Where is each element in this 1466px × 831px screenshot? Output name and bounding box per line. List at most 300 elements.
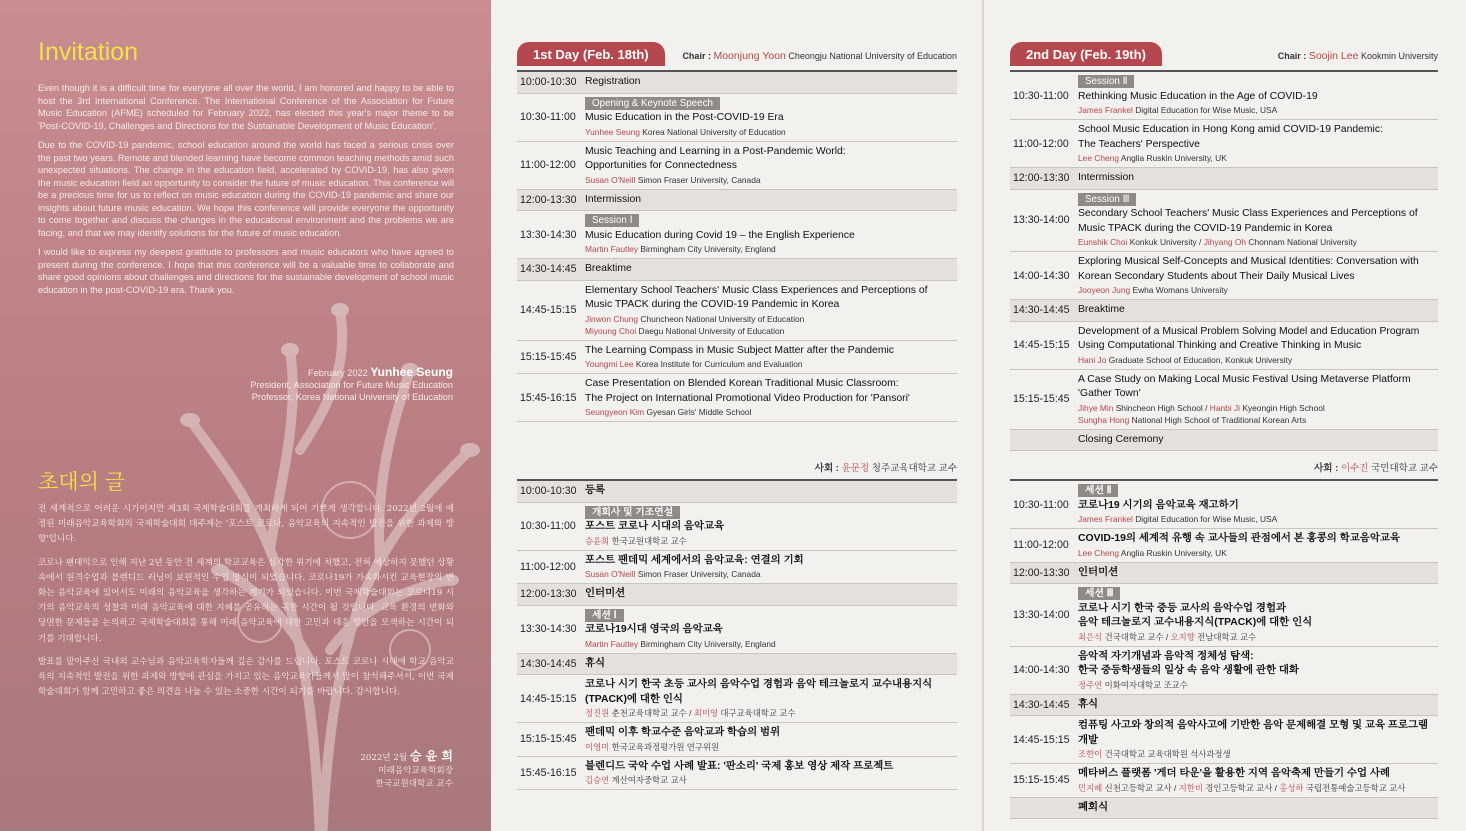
session-title: Intermission <box>1078 172 1135 183</box>
presenter-line <box>1078 236 1438 248</box>
schedule-row <box>517 757 957 791</box>
schedule-row <box>517 94 957 142</box>
schedule-row <box>1010 430 1438 452</box>
presenter-affiliation: Digital Education for Wise Music, USA <box>1135 514 1278 524</box>
row-content <box>585 760 957 787</box>
invitation-title: Invitation <box>38 38 139 66</box>
session-title: Music TPACK during the COVID-19 Pandemic in Korea <box>585 299 840 310</box>
presenter-line <box>1078 631 1438 643</box>
invitation-ko-paragraph: 발표를 맡아주신 국내외 교수님과 음악교육학자들께 깊은 감사를 드립니다. 포스트 코로나 시대에 학교 음악교육의 지속적인 발전을 위한 과제와 방향에 관심을 가지고 있는 음악교육가들께서 많이 참석해주셔서, 이번 국제학술대회가 함께 고민하고 좋은 의견을 나눌 수 있는 소중한 시간이 되기를 바랍니다. 감사합니다. <box>38 656 454 698</box>
row-content <box>1078 171 1438 186</box>
row-time: 15:45-16:15 <box>520 766 577 779</box>
presenter-line <box>585 774 957 786</box>
schedule-row <box>517 481 957 503</box>
schedule-row <box>1010 481 1438 529</box>
presenter-affiliation: 한국교육과정평가원 연구위원 <box>611 741 720 752</box>
chair-line-ko <box>517 460 957 474</box>
session-title: Music Education in the Post-COVID-19 Era <box>585 112 784 123</box>
schedule-row <box>517 584 957 606</box>
session-title: 코로나 시기 한국 초등 교사의 음악수업 경험과 음악 테크놀로지 교수내용지식 <box>585 679 933 690</box>
session-title: Registration <box>585 76 641 87</box>
row-content <box>1078 373 1438 426</box>
presenter-line <box>585 243 957 255</box>
row-time: 14:30-14:45 <box>520 263 577 276</box>
presenter-name: Susan O'Neill <box>585 174 636 185</box>
row-content <box>585 284 957 337</box>
presenter-affiliation: 건국대학교 교육대학원 석사과정생 <box>1104 749 1231 759</box>
presenter-name: 최미영 <box>693 708 719 718</box>
presenter-affiliation: Birmingham City University, England <box>640 638 776 649</box>
presenter-affiliation: National High School of Traditional Korean Arts <box>1131 414 1307 425</box>
schedule-row <box>517 211 957 259</box>
presenter-line <box>1078 414 1438 426</box>
presenter-name: Jooyeon Jung <box>1078 285 1131 295</box>
schedule-row <box>1010 370 1438 430</box>
row-time: 13:30-14:00 <box>1013 608 1070 621</box>
row-time: 15:15-15:45 <box>1013 774 1070 787</box>
presenter-name: 최은식 <box>1078 631 1103 642</box>
row-time: 14:45-15:15 <box>520 304 577 316</box>
row-content <box>1078 532 1438 559</box>
session-tag: 개회사 및 기조연설 <box>585 506 680 519</box>
session-tag: 세션 Ⅱ <box>1078 484 1118 497</box>
presenter-name: 오지향 <box>1170 631 1195 642</box>
session-title: The Project on International Promotional Video Production for 'Pansori' <box>585 392 910 404</box>
presenter-name: 조한이 <box>1078 749 1103 759</box>
day2-schedule-en <box>1010 42 1438 451</box>
row-content <box>1078 193 1438 249</box>
row-time: 14:30-14:45 <box>520 657 577 670</box>
session-title: 코로나19 시기의 음악교육 재고하기 <box>1078 499 1239 511</box>
chair-name-ko: 이수진 <box>1340 463 1369 474</box>
signature-title: President, Association for Future Music Education <box>250 380 453 390</box>
presenter-affiliation: Ewha Womans University <box>1132 285 1228 295</box>
presenter-separator: / <box>1196 237 1204 247</box>
row-content <box>1078 767 1438 794</box>
schedule-row <box>517 654 957 676</box>
invitation-ko-signature <box>360 750 453 791</box>
row-time: 13:30-14:30 <box>520 623 577 635</box>
presenter-line <box>1078 679 1438 691</box>
row-content <box>585 377 957 418</box>
presenter-name: Sungha Hong <box>1078 414 1130 425</box>
session-title: The Teachers' Perspective <box>1078 138 1200 150</box>
schedule-row <box>517 72 957 94</box>
presenter-line <box>585 568 957 580</box>
chair-affiliation-ko: 청주교육대학교 교수 <box>871 463 957 474</box>
presenter-line <box>585 126 957 138</box>
presenter-affiliation: Anglia Ruskin University, UK <box>1120 547 1227 558</box>
row-content <box>1078 75 1438 116</box>
session-title: Breaktime <box>585 263 632 274</box>
schedule-row <box>1010 529 1438 563</box>
row-content <box>1078 433 1438 448</box>
presenter-name: Lee Cheng <box>1078 547 1119 558</box>
presenter-affiliation: 신천고등학교 교사 <box>1104 782 1172 793</box>
presenter-affiliation: 경인고등학교 교사 <box>1205 782 1273 793</box>
row-time: 11:00-12:00 <box>520 159 576 171</box>
row-content <box>585 678 957 719</box>
invitation-ko-paragraph: 코로나 팬데믹으로 인해 지난 2년 동안 전 세계의 학교교육은 심각한 위기에 처했고, 전혀 예상하지 못했던 상황 속에서 원격수업과 블렌디드 러닝이 보편적인 수업 방식이 되었습니다. 코로나19가 가속화시킨 교육현장의 변화는 음악교육에 있어서도 미래의 음악교육을 생각하는 계기가 되었습니다. 이번 국제학술대회는 코로나19 시기의 음악교육의 성찰과 미래 음악교육에 대한 지혜를 공유하는 귀한 시간이 될 것입니다. 교육 환경의 변화와 당면한 문제들을 논의하고 국제학술대회를 통해 미래 음악교육에 대한 고민과 대응 방안을 모색하는 시간이 되기를 기대합니다. <box>38 557 454 644</box>
session-title: Secondary School Teachers' Music Class Experiences and Perceptions of <box>1078 208 1418 219</box>
presenter-name: Lee Cheng <box>1078 153 1119 163</box>
row-content <box>585 506 957 547</box>
schedule-row <box>517 374 957 422</box>
chair-line <box>682 50 957 62</box>
presenter-affiliation: 국립전통예술고등학교 교사 <box>1305 782 1406 793</box>
session-title: 메타버스 플랫폼 '게더 타운'을 활용한 지역 음악축제 만들기 수업 사례 <box>1078 768 1390 779</box>
session-title: 인터미션 <box>585 588 626 599</box>
row-content <box>585 193 957 208</box>
presenter-separator: / <box>1272 782 1280 793</box>
session-tag: Session Ⅰ <box>585 214 639 227</box>
schedule-row <box>517 606 957 654</box>
row-time: 10:30-11:00 <box>1013 89 1069 102</box>
row-time: 15:15-15:45 <box>1013 393 1070 405</box>
presenter-name: Youngmi Lee <box>585 359 634 369</box>
presenter-line <box>1078 748 1438 760</box>
day1-schedule-ko <box>517 460 957 790</box>
invitation-paragraph: Even though it is a difficult time for everyone all over the world, I am honored and happy to be able to host the 3rd International Conference. The International Conference of the Association for Future Music Education (AFME) scheduled for February 2022, has elected this year's major theme to be 'Post-COVID-19, Challenges and Directions for the Sustainable Development of Music Education'. <box>38 83 454 131</box>
session-title: The Learning Compass in Music Subject Matter after the Pandemic <box>585 344 894 356</box>
schedule-row <box>517 675 957 723</box>
row-content <box>1078 698 1438 713</box>
row-content <box>1078 587 1438 643</box>
session-tag: 세션 Ⅲ <box>1078 587 1120 600</box>
invitation-body <box>38 82 454 303</box>
schedule-row <box>517 503 957 551</box>
row-time: 11:00-12:00 <box>520 560 576 573</box>
row-time: 15:15-15:45 <box>520 733 577 746</box>
chair-line-ko <box>1010 460 1438 474</box>
presenter-line <box>1078 782 1438 794</box>
row-time: 14:30-14:45 <box>1013 304 1070 317</box>
row-content <box>585 726 957 753</box>
schedule-row <box>517 190 957 212</box>
presenter-affiliation: Anglia Ruskin University, UK <box>1120 153 1227 163</box>
row-time: 14:30-14:45 <box>1013 698 1070 711</box>
day-label: 1st Day (Feb. 18th) <box>517 42 665 66</box>
presenter-affiliation: Gyesan Girls' Middle School <box>646 407 752 417</box>
presenter-name: 정진원 <box>585 708 610 718</box>
row-content <box>585 554 957 581</box>
presenter-name: 승윤희 <box>585 535 610 546</box>
presenter-affiliation: Chonnam National University <box>1248 237 1357 247</box>
row-time: 14:00-14:30 <box>1013 269 1070 282</box>
row-time: 14:45-15:15 <box>1013 339 1070 351</box>
presenter-affiliation: Korea Institute for Curriculum and Evaluation <box>635 359 803 369</box>
presenter-name: Hani Jo <box>1078 354 1107 365</box>
row-content <box>585 657 957 672</box>
session-title: School Music Education in Hong Kong amid COVID-19 Pandemic: <box>1078 124 1383 135</box>
presenter-separator: / <box>686 708 694 718</box>
presenter-name: Jihyang Oh <box>1203 237 1247 247</box>
presenter-name: Yunhee Seung <box>585 126 640 137</box>
presenter-affiliation: 한국교원대학교 교수 <box>611 535 687 546</box>
schedule-row <box>1010 695 1438 717</box>
chair-name: Moonjung Yoon <box>713 50 786 62</box>
schedule-row <box>1010 120 1438 168</box>
presenter-name: Martin Fautley <box>585 244 639 254</box>
row-content <box>1078 325 1438 366</box>
schedule-row <box>517 259 957 281</box>
chair-label: Chair : <box>682 51 711 61</box>
presenter-affiliation: Shincheon High School <box>1115 402 1203 413</box>
row-time: 12:00-13:30 <box>1013 566 1070 579</box>
session-title: 음악 테크놀로지 교수내용지식(TPACK)에 대한 인식 <box>1078 617 1313 628</box>
schedule-row <box>517 142 957 190</box>
presenter-name: 김승연 <box>585 775 610 785</box>
row-time: 10:00-10:30 <box>520 485 577 498</box>
presenter-affiliation: Kyeongin High School <box>1242 402 1325 413</box>
schedule-row <box>517 723 957 757</box>
row-time: 15:45-16:15 <box>520 391 577 404</box>
presenter-affiliation: 건국대학교 교수 <box>1104 631 1164 642</box>
day2-schedule-ko <box>1010 460 1438 819</box>
presenter-name: 홍성하 <box>1279 782 1304 793</box>
row-time: 10:30-11:00 <box>520 520 576 532</box>
presenter-separator: / <box>1171 782 1179 793</box>
row-content <box>585 214 957 255</box>
row-content <box>585 587 957 602</box>
presenter-name: 이영미 <box>585 741 610 752</box>
session-title: 한국 중등학생들의 일상 속 음악 생활에 관한 대화 <box>1078 665 1299 676</box>
presenter-affiliation: Korea National University of Education <box>642 126 786 137</box>
presenter-name: Miyoung Choi <box>585 325 637 336</box>
schedule-row <box>1010 168 1438 190</box>
presenter-name: Jinwon Chung <box>585 313 639 324</box>
schedule-row <box>1010 798 1438 820</box>
presenter-line <box>585 707 957 719</box>
signature-ko-title: 미래음악교육학회장 <box>378 766 453 776</box>
presenter-name: Jihye Min <box>1078 402 1114 413</box>
presenter-name: 민지혜 <box>1078 782 1103 793</box>
presenter-affiliation: Daegu National University of Education <box>638 325 785 336</box>
session-title: 컴퓨팅 사고와 창의적 음악사고에 기반한 음악 문제해결 모형 및 교육 프로그램 개발 <box>1078 720 1429 746</box>
schedule-row <box>1010 764 1438 798</box>
schedule-row <box>517 281 957 341</box>
row-time: 10:00-10:30 <box>520 76 577 89</box>
presenter-line <box>1078 402 1438 414</box>
chair-affiliation: Kookmin University <box>1360 51 1438 61</box>
presenter-line <box>585 174 957 186</box>
session-title: 휴식 <box>585 657 606 669</box>
row-content <box>585 609 957 650</box>
row-content <box>1078 719 1438 760</box>
session-tag: Opening & Keynote Speech <box>585 97 720 110</box>
day1-schedule-en <box>517 42 957 422</box>
presenter-affiliation: 계산여자중학교 교사 <box>611 775 687 785</box>
presenter-line <box>1078 152 1438 164</box>
session-title: Rethinking Music Education in the Age of COVID-19 <box>1078 90 1318 102</box>
row-time: 11:00-12:00 <box>1013 137 1069 150</box>
session-title: 포스트 코로나 시대의 음악교육 <box>585 521 725 532</box>
row-time: 14:45-15:15 <box>520 692 577 705</box>
presenter-name: 정주연 <box>1078 679 1103 690</box>
signature-name: Yunhee Seung <box>370 365 453 379</box>
presenter-line <box>1078 354 1438 366</box>
row-time: 12:00-13:30 <box>520 193 577 206</box>
session-title: 'Gather Town' <box>1078 388 1141 399</box>
row-time: 12:00-13:30 <box>520 588 577 601</box>
presenter-name: Eunshik Choi <box>1078 237 1128 247</box>
row-content <box>1078 123 1438 164</box>
row-content <box>1078 484 1438 525</box>
presenter-separator: / <box>1202 402 1210 413</box>
schedule-row <box>1010 563 1438 585</box>
session-title: Opportunities for Connectedness <box>585 160 737 171</box>
presenter-affiliation: 전남대학교 교수 <box>1197 631 1257 642</box>
chair-name-ko: 윤문정 <box>841 463 870 474</box>
invitation-ko-title: 초대의 글 <box>38 471 125 494</box>
row-time: 13:30-14:00 <box>1013 214 1070 227</box>
row-time: 11:00-12:00 <box>1013 539 1069 552</box>
row-content <box>585 145 957 186</box>
schedule-row <box>1010 322 1438 370</box>
invitation-panel <box>0 0 491 831</box>
day-label: 2nd Day (Feb. 19th) <box>1010 42 1162 66</box>
presenter-affiliation: 춘천교육대학교 교수 <box>611 708 687 718</box>
presenter-name: Hanbi Ji <box>1209 402 1241 413</box>
schedule-row <box>1010 300 1438 322</box>
schedule-table <box>517 70 957 422</box>
schedule-table <box>1010 70 1438 451</box>
schedule-row <box>1010 72 1438 120</box>
row-time: 14:00-14:30 <box>1013 664 1070 676</box>
day-header <box>1010 42 1438 70</box>
invitation-signature <box>250 366 453 403</box>
page-fold <box>982 0 984 831</box>
row-time: 14:45-15:15 <box>1013 733 1070 746</box>
session-title: A Case Study on Making Local Music Festival Using Metaverse Platform <box>1078 373 1411 385</box>
signature-date: February 2022 <box>307 368 368 378</box>
signature-affiliation: Professor, Korea National University of Education <box>251 392 453 402</box>
schedule-row <box>1010 252 1438 300</box>
session-title: Using Computational Thinking and Creative Thinking in Music <box>1078 340 1362 351</box>
invitation-ko-paragraph: 전 세계적으로 어려운 시기이지만 제3회 국제학술대회를 개최하게 되어 기쁘게 생각합니다. 2022년 2월에 예정된 미래음악교육학회의 국제학술대회 대주제는 '포스트 코로나, 음악교육의 지속적인 발전을 위한 과제와 방향'입니다. <box>38 504 454 545</box>
row-time: 12:00-13:30 <box>1013 172 1070 185</box>
presenter-affiliation: Birmingham City University, England <box>640 244 776 254</box>
session-title: Exploring Musical Self-Concepts and Musical Identities: Conversation with <box>1078 256 1419 267</box>
session-title: Korean Secondary Students about Their Daily Musical Lives <box>1078 270 1355 282</box>
schedule-row <box>1010 647 1438 695</box>
session-tag: Session Ⅱ <box>1078 75 1134 88</box>
schedule-row <box>517 551 957 585</box>
signature-ko-name: 승 윤 희 <box>409 749 453 763</box>
session-title: 팬데믹 이후 학교수준 음악교과 학습의 범위 <box>585 727 781 738</box>
schedule-table-ko <box>1010 479 1438 819</box>
row-content <box>1078 650 1438 691</box>
presenter-line <box>585 638 957 650</box>
row-content <box>585 484 957 499</box>
presenter-line <box>585 325 957 337</box>
session-title: (TPACK)에 대한 인식 <box>585 693 683 705</box>
session-title: COVID-19의 세계적 유행 속 교사들의 관점에서 본 홍콩의 학교음악교육 <box>1078 533 1400 544</box>
presenter-name: James Frankel <box>1078 514 1133 524</box>
session-title: 휴식 <box>1078 698 1099 710</box>
invitation-paragraph: Due to the COVID-19 pandemic, school education around the world has faced a serious crisis over the past two years. Remote and blended learning have become common teaching methods amid such unexpected situations. The change in the education field, accelerated by COVID-19, has also given the music education field an opportunity to consider the future of music education. This conference will be a precious time for us to reflect on music education during the COVID-19 pandemic and share our insights about future music education. We hope this conference will provide everyone the opportunity to come together and discuss the changes in the educational environment and the problems we are facing, and that we may identify solutions for the future of music education. <box>38 140 454 238</box>
row-content <box>1078 303 1438 318</box>
row-time: 10:30-11:00 <box>520 111 576 123</box>
session-title: Development of a Musical Problem Solving Model and Education Program <box>1078 325 1420 337</box>
presenter-line <box>1078 104 1438 116</box>
row-content <box>585 75 957 90</box>
presenter-affiliation: Simon Fraser University, Canada <box>637 569 761 579</box>
chair-affiliation: Cheongju National University of Education <box>788 51 957 61</box>
presenter-name: Martin Fautley <box>585 638 639 649</box>
row-content <box>585 262 957 277</box>
session-title: 코로나 시기 한국 중등 교사의 음악수업 경험과 <box>1078 602 1287 614</box>
presenter-line <box>585 741 957 753</box>
presenter-name: James Frankel <box>1078 105 1133 115</box>
row-time: 15:15-15:45 <box>520 350 577 363</box>
session-title: Elementary School Teachers' Music Class Experiences and Perceptions of <box>585 284 928 296</box>
session-title: Intermission <box>585 193 642 205</box>
row-content <box>1078 801 1438 816</box>
presenter-affiliation: Graduate School of Education, Konkuk University <box>1108 354 1293 365</box>
row-content <box>1078 566 1438 581</box>
chair-name: Soojin Lee <box>1308 50 1359 62</box>
row-content <box>1078 255 1438 296</box>
session-title: 폐회식 <box>1078 801 1109 813</box>
session-title: 코로나19시대 영국의 음악교육 <box>585 624 723 635</box>
invitation-paragraph: I would like to express my deepest gratitude to professors and music educators who have agreed to present during the conference. I hope that this conference will be a valuable time to collaborate and share good opinions about challenges and directions for the sustainable development of school music education in the post-COVID-19 era. Thank you. <box>38 247 454 295</box>
presenter-affiliation: Simon Fraser University, Canada <box>637 174 761 185</box>
row-time: 13:30-14:30 <box>520 228 577 241</box>
schedule-table-ko <box>517 479 957 790</box>
presenter-affiliation: Konkuk University <box>1129 237 1197 247</box>
chair-affiliation-ko: 국민대학교 교수 <box>1371 463 1438 474</box>
session-title: Breaktime <box>1078 304 1125 315</box>
presenter-name: Susan O'Neill <box>585 569 636 579</box>
presenter-affiliation: 대구교육대학교 교수 <box>720 708 796 718</box>
presenter-line <box>1078 547 1438 559</box>
presenter-line <box>585 535 957 547</box>
row-content <box>585 97 957 138</box>
presenter-name: 지한비 <box>1178 782 1203 793</box>
row-time: 10:30-11:00 <box>1013 498 1069 511</box>
presenter-name: Seungyeon Kim <box>585 407 645 417</box>
schedule-row <box>1010 716 1438 764</box>
presenter-affiliation: Digital Education for Wise Music, USA <box>1135 105 1278 115</box>
chair-label: Chair : <box>1277 51 1307 61</box>
day-header <box>517 42 957 70</box>
presenter-line <box>585 358 957 370</box>
chair-label-ko: 사회 : <box>814 463 839 474</box>
session-title: 인터미션 <box>1078 566 1119 578</box>
chair-label-ko: 사회 : <box>1314 463 1339 474</box>
session-tag: Session Ⅲ <box>1078 193 1136 206</box>
presenter-affiliation: 이화여자대학교 조교수 <box>1104 679 1188 690</box>
session-title: 등록 <box>585 485 606 496</box>
session-title: Case Presentation on Blended Korean Traditional Music Classroom: <box>585 378 899 389</box>
chair-line <box>1278 50 1438 62</box>
signature-ko-affiliation: 한국교원대학교 교수 <box>375 779 453 789</box>
presenter-line <box>1078 284 1438 296</box>
presenter-line <box>585 313 957 325</box>
presenter-separator: / <box>1163 631 1171 642</box>
session-title: Closing Ceremony <box>1078 433 1164 445</box>
signature-ko-date: 2022년 2월 <box>360 753 408 763</box>
presenter-affiliation: Chuncheon National University of Education <box>640 313 805 324</box>
schedule-row <box>1010 584 1438 647</box>
presenter-line <box>1078 513 1438 525</box>
session-title: 음악적 자기개념과 음악적 정체성 탐색: <box>1078 650 1254 662</box>
presenter-line <box>585 406 957 418</box>
session-title: Music Teaching and Learning in a Post-Pandemic World: <box>585 145 846 157</box>
session-title: 블렌디드 국악 수업 사례 발표: '판소리' 국제 홍보 영상 제작 프로젝트 <box>585 760 894 772</box>
schedule-row <box>1010 190 1438 253</box>
